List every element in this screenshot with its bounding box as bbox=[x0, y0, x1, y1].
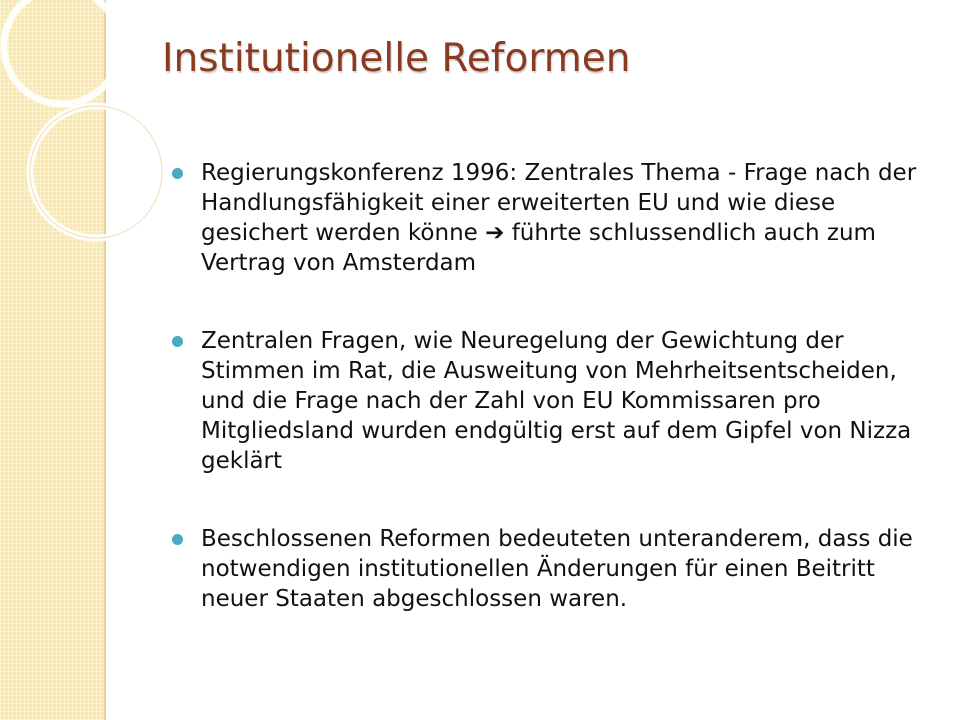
bullet-dot-icon bbox=[172, 534, 183, 545]
bullet-text: Zentralen Fragen, wie Neuregelung der Gewichtung der Stimmen im Rat, die Ausweitung von Mehrheitsentscheiden, und die Frage nach der Zahl von EU Kommissaren pro Mitgliedsland wurden endgültig erst auf dem Gipfel von Nizza geklärt bbox=[201, 328, 912, 474]
bullet-text: Regierungskonferenz 1996: Zentrales Thema - Frage nach der Handlungsfähigkeit einer erweiterten EU und wie diese gesichert werden könne ➔ führte schlussendlich auch zum Vertrag von Amsterdam bbox=[201, 160, 917, 276]
bullet-item bbox=[172, 524, 932, 614]
bullet-dot-icon bbox=[172, 168, 183, 179]
bullet-item bbox=[172, 326, 932, 476]
bullet-item bbox=[172, 158, 932, 278]
bullet-dot-icon bbox=[172, 336, 183, 347]
slide-title: Institutionelle Reformen bbox=[162, 36, 631, 81]
bullet-text: Beschlossenen Reformen bedeuteten unteranderem, dass die notwendigen institutionellen Änderungen für einen Beitritt neuer Staaten abgeschlossen waren. bbox=[201, 526, 913, 612]
bullet-list bbox=[172, 158, 932, 662]
